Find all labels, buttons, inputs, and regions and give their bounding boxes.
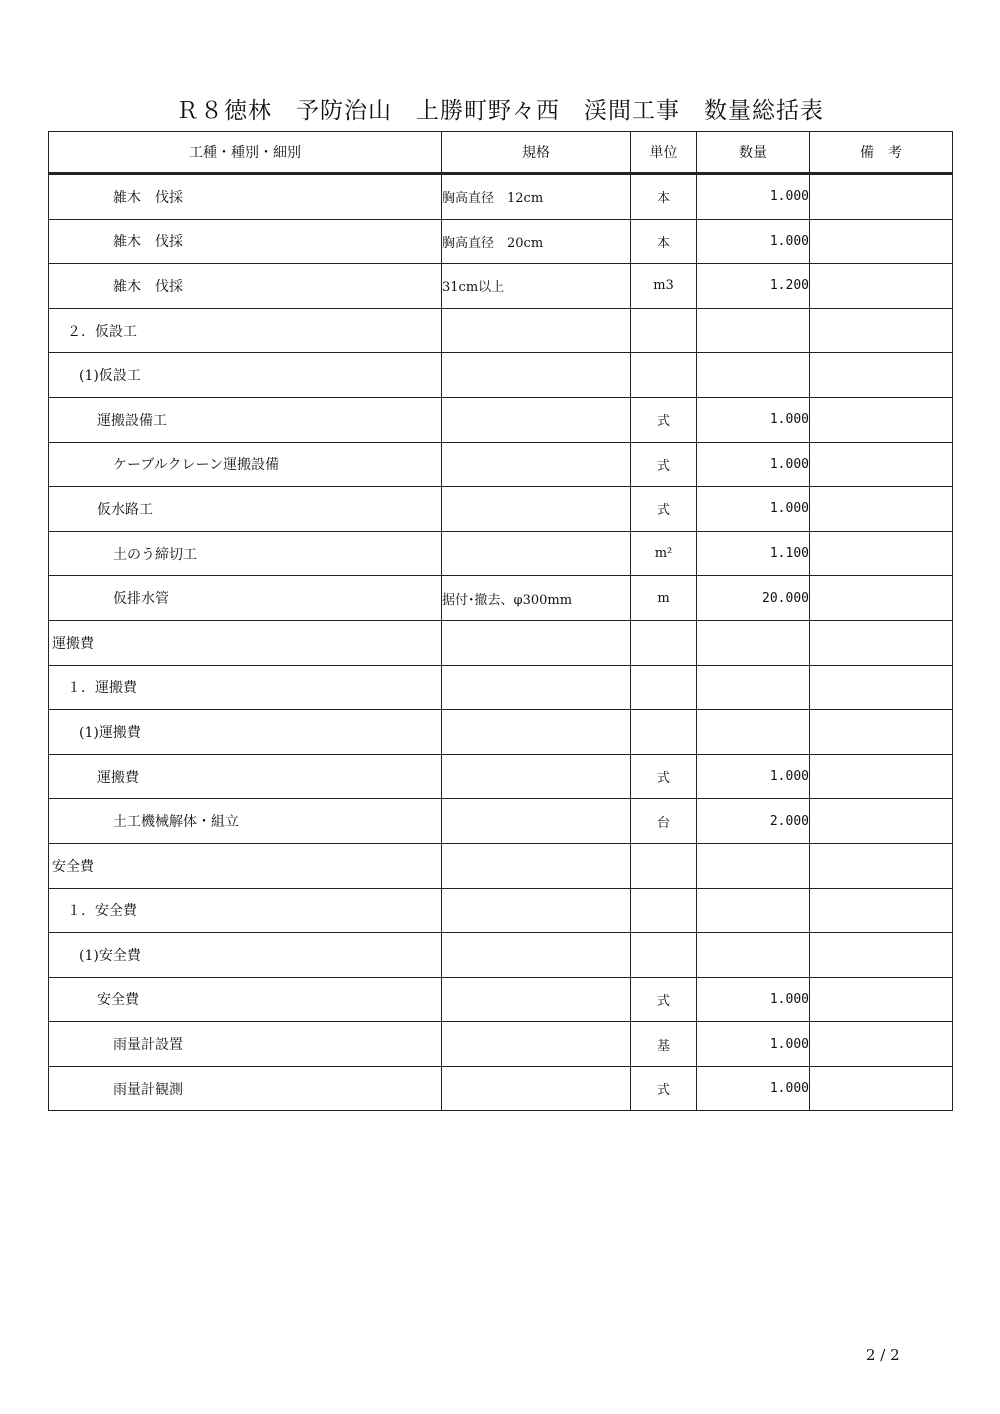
unit-cell: 式: [631, 487, 697, 532]
item-name-cell: 雨量計観測: [49, 1066, 442, 1111]
quantity-cell: [697, 843, 810, 888]
note-cell: [810, 174, 953, 220]
table-row: [49, 1066, 953, 1111]
note-cell: [810, 576, 953, 621]
unit-cell: m: [631, 576, 697, 621]
table-row: [49, 531, 953, 576]
unit-cell: 基: [631, 1022, 697, 1067]
item-name-cell: 運搬費: [49, 620, 442, 665]
item-name-cell: 雨量計設置: [49, 1022, 442, 1067]
spec-cell: [442, 531, 631, 576]
item-name-cell: ２．仮設工: [49, 308, 442, 353]
note-cell: [810, 665, 953, 710]
item-name-cell: 土のう締切工: [49, 531, 442, 576]
unit-cell: 本: [631, 219, 697, 264]
quantity-cell: [697, 620, 810, 665]
note-cell: [810, 442, 953, 487]
table-body: [49, 174, 953, 1111]
quantity-cell: [697, 308, 810, 353]
spec-cell: [442, 353, 631, 398]
quantity-cell: 1.000: [697, 754, 810, 799]
note-cell: [810, 620, 953, 665]
unit-cell: [631, 620, 697, 665]
spec-cell: 31cm以上: [442, 264, 631, 309]
spec-cell: [442, 620, 631, 665]
spec-cell: 胸高直径 20cm: [442, 219, 631, 264]
item-name-cell: (1)仮設工: [49, 353, 442, 398]
quantity-cell: 1.200: [697, 264, 810, 309]
page-number: 2 / 2: [866, 1346, 900, 1364]
note-cell: [810, 977, 953, 1022]
unit-cell: [631, 888, 697, 933]
spec-cell: [442, 843, 631, 888]
item-name-cell: 仮排水管: [49, 576, 442, 621]
item-name-cell: 運搬費: [49, 754, 442, 799]
spec-cell: [442, 487, 631, 532]
item-name-cell: 雑木 伐採: [49, 219, 442, 264]
item-name-cell: 雑木 伐採: [49, 264, 442, 309]
quantity-cell: 1.000: [697, 1022, 810, 1067]
unit-cell: 台: [631, 799, 697, 844]
table-row: [49, 977, 953, 1022]
unit-cell: [631, 843, 697, 888]
spec-cell: [442, 665, 631, 710]
unit-cell: 式: [631, 754, 697, 799]
quantity-cell: 1.100: [697, 531, 810, 576]
header-row: [49, 132, 953, 174]
spec-cell: [442, 933, 631, 978]
item-name-cell: １．運搬費: [49, 665, 442, 710]
quantity-cell: 1.000: [697, 219, 810, 264]
unit-cell: 本: [631, 174, 697, 220]
item-name-cell: 安全費: [49, 843, 442, 888]
spec-cell: [442, 888, 631, 933]
item-name-cell: (1)運搬費: [49, 710, 442, 755]
spec-cell: [442, 754, 631, 799]
spec-cell: [442, 1022, 631, 1067]
unit-cell: [631, 353, 697, 398]
unit-cell: 式: [631, 397, 697, 442]
spec-cell: [442, 977, 631, 1022]
note-cell: [810, 933, 953, 978]
item-name-cell: 土工機械解体・組立: [49, 799, 442, 844]
table-row: [49, 710, 953, 755]
spec-cell: [442, 710, 631, 755]
note-cell: [810, 799, 953, 844]
quantity-cell: 1.000: [697, 174, 810, 220]
table-row: [49, 308, 953, 353]
table-row: [49, 799, 953, 844]
unit-cell: [631, 665, 697, 710]
item-name-cell: 仮水路工: [49, 487, 442, 532]
header-name: 工種・種別・細別: [49, 132, 442, 174]
quantity-cell: [697, 353, 810, 398]
quantity-cell: 1.000: [697, 977, 810, 1022]
table-row: [49, 397, 953, 442]
note-cell: [810, 487, 953, 532]
unit-cell: m3: [631, 264, 697, 309]
table-row: [49, 353, 953, 398]
table-row: [49, 620, 953, 665]
header-note: 備 考: [810, 132, 953, 174]
unit-cell: [631, 933, 697, 978]
table-row: [49, 219, 953, 264]
note-cell: [810, 219, 953, 264]
table-row: [49, 264, 953, 309]
spec-cell: [442, 308, 631, 353]
spec-cell: 据付･撤去、φ300mm: [442, 576, 631, 621]
table-row: [49, 487, 953, 532]
quantity-cell: 2.000: [697, 799, 810, 844]
table-row: [49, 1022, 953, 1067]
quantity-cell: [697, 710, 810, 755]
item-name-cell: 運搬設備工: [49, 397, 442, 442]
table-row: [49, 754, 953, 799]
quantity-cell: [697, 933, 810, 978]
unit-cell: 式: [631, 1066, 697, 1111]
unit-cell: [631, 308, 697, 353]
note-cell: [810, 264, 953, 309]
quantity-cell: 1.000: [697, 487, 810, 532]
note-cell: [810, 1022, 953, 1067]
spec-cell: 胸高直径 12cm: [442, 174, 631, 220]
table-row: [49, 442, 953, 487]
quantity-cell: [697, 888, 810, 933]
table-row: [49, 843, 953, 888]
item-name-cell: １．安全費: [49, 888, 442, 933]
quantity-cell: 1.000: [697, 442, 810, 487]
spec-cell: [442, 1066, 631, 1111]
quantity-cell: 1.000: [697, 397, 810, 442]
quantity-cell: 20.000: [697, 576, 810, 621]
note-cell: [810, 843, 953, 888]
header-spec: 規格: [442, 132, 631, 174]
unit-cell: 式: [631, 977, 697, 1022]
item-name-cell: 雑木 伐採: [49, 174, 442, 220]
unit-cell: 式: [631, 442, 697, 487]
note-cell: [810, 888, 953, 933]
note-cell: [810, 397, 953, 442]
note-cell: [810, 531, 953, 576]
note-cell: [810, 308, 953, 353]
header-qty: 数量: [697, 132, 810, 174]
quantity-cell: [697, 665, 810, 710]
spec-cell: [442, 442, 631, 487]
table-row: [49, 888, 953, 933]
quantity-cell: 1.000: [697, 1066, 810, 1111]
unit-cell: [631, 710, 697, 755]
table-row: [49, 933, 953, 978]
document-title: Ｒ８徳林 予防治山 上勝町野々西 渓間工事 数量総括表: [176, 98, 824, 124]
table-row: [49, 174, 953, 220]
quantity-summary-table: [48, 131, 953, 1111]
table-header: [49, 132, 953, 174]
table-row: [49, 576, 953, 621]
item-name-cell: 安全費: [49, 977, 442, 1022]
note-cell: [810, 353, 953, 398]
note-cell: [810, 754, 953, 799]
item-name-cell: (1)安全費: [49, 933, 442, 978]
item-name-cell: ケーブルクレーン運搬設備: [49, 442, 442, 487]
spec-cell: [442, 397, 631, 442]
spec-cell: [442, 799, 631, 844]
header-unit: 単位: [631, 132, 697, 174]
unit-cell: m²: [631, 531, 697, 576]
table-row: [49, 665, 953, 710]
note-cell: [810, 710, 953, 755]
note-cell: [810, 1066, 953, 1111]
